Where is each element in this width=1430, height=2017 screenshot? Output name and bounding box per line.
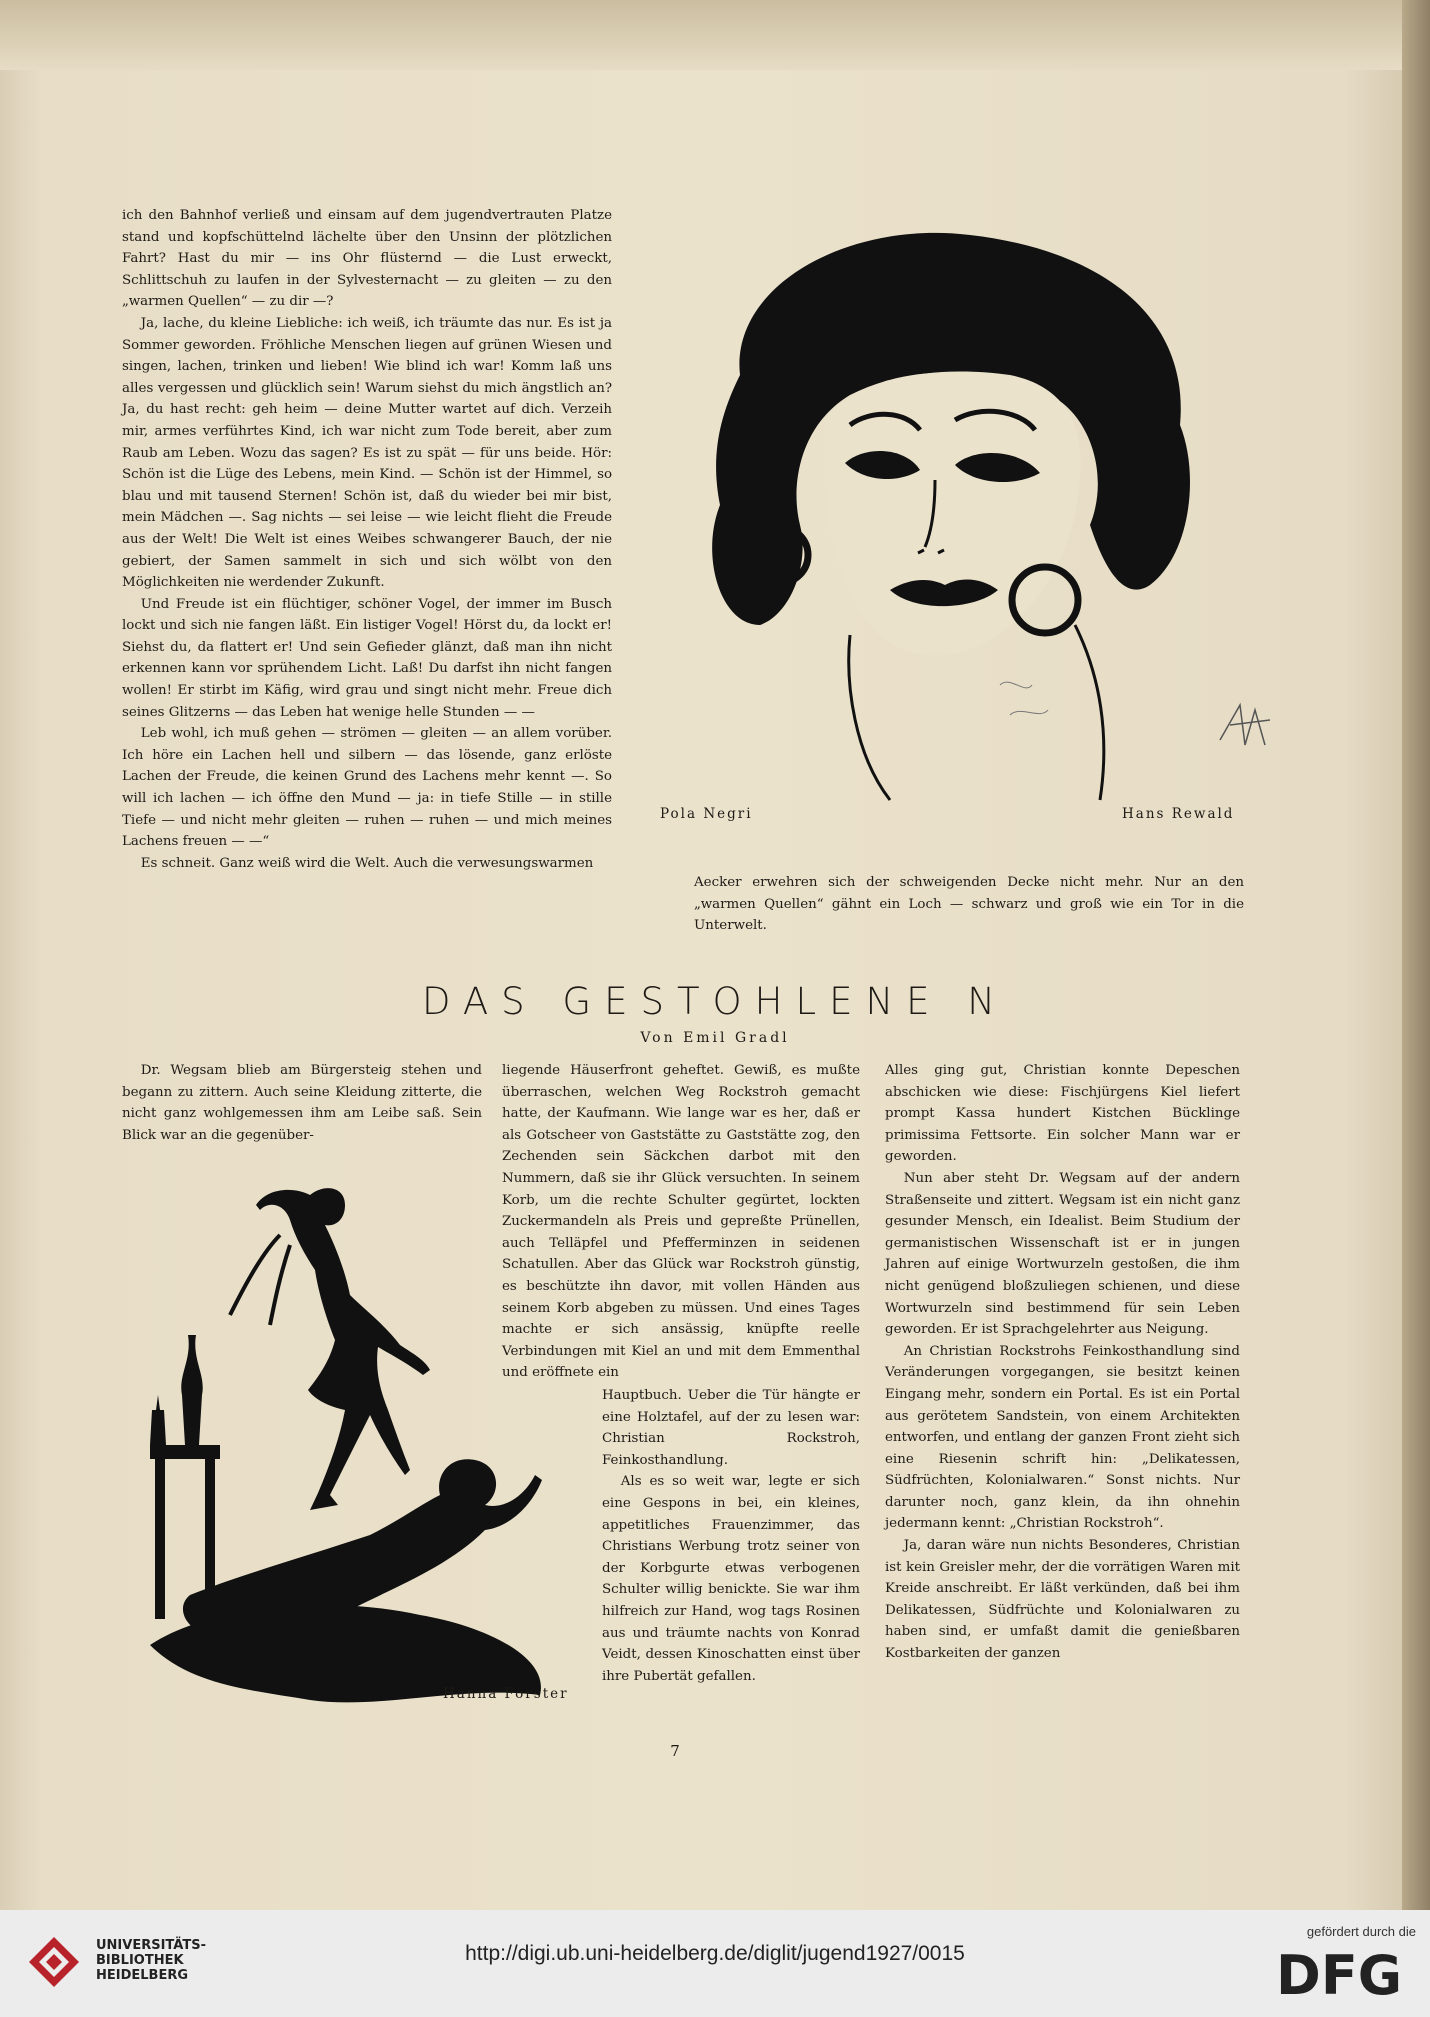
pencil-scribble (1000, 682, 1048, 715)
portrait-subject-caption: Pola Negri (660, 806, 753, 822)
funded-by-label: gefördert durch die (1306, 1924, 1416, 1939)
pola-negri-portrait-illustration (680, 225, 1270, 805)
paragraph: Ja, daran wäre nun nichts Besonderes, Christian ist kein Greisler mehr, der die vorrätigen Waren mit Kreide anschreibt. Er läßt verkünden, daß bei ihm Delikatessen, Südfrüchte und Kolonialwaren zu haben sind, er umfaßt damit die genießbaren Kostbarkeiten der ganzen (885, 1538, 1240, 1662)
top-story-right-column (694, 872, 1244, 937)
article-column-1 (122, 1060, 482, 1146)
paragraph: An Christian Rockstrohs Feinkosthandlung sind Veränderungen vorgegangen, sie besitzt keinen Eingang mehr, sondern ein Portal. Es ist ein Portal aus gerötetem Sandstein, von einem Architekten entworfen, und entlang der ganzen Front zieht sich eine Riesenin schrift hin: „Delikatessen, Südfrüchten, Kolonialwaren.“ Sonst nichts. Nur darunter noch, ganz klein, da ihn ohnehin jedermann kennt: „Christian Rockstroh“. (885, 1343, 1240, 1532)
top-story-left-column (122, 205, 612, 874)
dfg-logo-text: DFG (1276, 1946, 1403, 2000)
vase (181, 1335, 202, 1445)
page-number: 7 (670, 1742, 680, 1760)
article-byline: Von Emil Gradl (640, 1030, 790, 1046)
article-title: DAS GESTOHLENE N (422, 980, 1008, 1023)
artist-signature (1220, 705, 1270, 745)
paragraph: Und Freude ist ein flüchtiger, schöner Vogel, der immer im Busch lockt und sich nie fangen läßt. Ein listiger Vogel! Hörst du, da lockt er! Siehst du, da flattert er! Und sein Gefieder glänzt, daß man ihn nicht erkennen kann vor sprühendem Licht. Laß! Du darfst ihn nicht fangen wollen! Er stirbt im Käfig, wird grau und singt nicht mehr. Freue dich seines Glitzerns — das Leben hat wenige helle Stunden — — (122, 596, 612, 720)
silhouette-illustration (130, 1175, 560, 1715)
neck-line-right (1075, 625, 1104, 800)
paragraph: Leb wohl, ich muß gehen — strömen — gleiten — an allem vorüber. Ich höre ein Lachen hell und silbern — das lösende, ganz erlöste Lachen der Freude, die keinen Grund des Lachens mehr kennt —. So will ich lachen — ich öffne den Mund — ja: in tiefe Stille — in stille Tiefe — und nicht mehr gleiten — ruhen — ruhen — und mich meines Lachens freuen — —“ (122, 726, 612, 850)
side-table (150, 1445, 220, 1459)
face-shape (824, 371, 1080, 655)
library-name-line: UNIVERSITÄTS- (96, 1938, 206, 1953)
side-table-leg-left (155, 1459, 165, 1619)
candle (150, 1395, 166, 1445)
library-name-line: BIBLIOTHEK (96, 1953, 184, 1968)
article-column-3 (885, 1060, 1240, 1665)
paragraph: Hauptbuch. Ueber die Tür hängte er eine Holztafel, auf der zu lesen war: Christian Rockstroh, Feinkosthandlung. (602, 1388, 860, 1468)
library-name-line: HEIDELBERG (96, 1968, 189, 1983)
permalink-url[interactable]: http://digi.ub.uni-heidelberg.de/diglit/jugend1927/0015 (465, 1942, 965, 1965)
page-spine-edge (1402, 0, 1430, 1910)
paragraph: ich den Bahnhof verließ und einsam auf dem jugendvertrauten Platze stand und kopfschüttelnd lächelte über den Unsinn der plötzlichen Fahrt? Hast du mir — ins Ohr flüsternd — die Lust erweckt, Schlittschuh zu laufen in der Sylvesternacht — zu gleiten — zu den „warmen Quellen“ — zu dir —? (122, 208, 612, 310)
paragraph: Als es so weit war, legte er sich eine Gespons in bei, ein kleines, appetitliches Frauenzimmer, das Christians Werbung trotz seiner von der Korbgurte etwas verbogenen Schulter willig benickte. Sie war ihm hilfreich zur Hand, wog tags Rosinen aus und träumte nachts von Konrad Veidt, dessen Kinoschatten einst über ihre Pubertät gefallen. (602, 1474, 860, 1684)
paragraph: Ja, lache, du kleine Liebliche: ich weiß, ich träumte das nur. Es ist ja Sommer geworden. Fröhliche Menschen liegen auf grünen Wiesen und singen, lachen, trinken und lieben! Wie blind ich war! Komm laß uns alles vergessen und glücklich sein! Warum siehst du mich ängstlich an? Ja, du hast recht: geh heim — deine Mutter wartet auf dich. Verzeih mir, armes verführtes Kind, ich war nicht zum Tode bereit, aber zum Raub am Leben. Wozu das sagen? Es ist zu spät — für uns beide. Hör: Schön ist die Lüge des Lebens, mein Kind. — Schön ist der Himmel, so blau und mit tausend Sternen! Schön ist, daß du wieder bei mir bist, mein Mädchen —. Sag nichts — sei leise — wie leicht flieht die Freude aus der Welt! Die Welt ist eines Weibes schwangerer Bauch, der nie gebiert, der Samen sammelt in sich und sich wölbt von den Möglichkeiten nie werdender Zukunft. (122, 315, 612, 591)
paragraph: Es schneit. Ganz weiß wird die Welt. Auch die verwesungswarmen (140, 855, 594, 871)
page-top-edge (0, 0, 1430, 70)
paragraph: liegende Häuserfront geheftet. Gewiß, es mußte überraschen, welchen Weg Rockstroh gemacht hatte, der Kaufmann. Wie lange war es her, daß er als Gotscheer von Gaststätte zu Gaststätte zog, den Zechenden sein Säckchen darbot mit den Nummern, daß sie ihr Glück versuchten. In seinem Korb, um die rechte Schulter gegürtet, lockten Zuckermandeln als Preis und gepreßte Prünellen, auch Telläpfel und Pfefferminzen in seidenen Schatullen. Aber das Glück war Rockstroh günstig, es beschützte ihn davor, mit vollen Händen aus seinem Korb abgeben zu müssen. Und eines Tages machte er sich ansässig, knüpfte reelle Verbindungen mit Kiel an und mit dem Emmenthal und eröffnete ein (502, 1063, 860, 1381)
paragraph: Nun aber steht Dr. Wegsam auf der andern Straßenseite und zittert. Wegsam ist ein nicht ganz gesunder Mensch, ein Idealist. Beim Studium der germanistischen Wissenschaft ist er in jungen Jahren auf einige Wortwurzeln gestoßen, die ihm nicht genügend bloßzuliegen schienen, und diese Wortwurzeln sind bestimmend für sein Leben geworden. Er ist Sprachgelehrter aus Neigung. (885, 1170, 1240, 1338)
silhouette-artist-caption: Hanna Forster (443, 1686, 569, 1702)
dfg-logo-icon[interactable] (1276, 1946, 1416, 2000)
dancer-ribbon (230, 1235, 290, 1325)
neck-line-left (849, 635, 890, 800)
dancer-figure (256, 1188, 430, 1510)
portrait-artist-caption: Hans Rewald (1122, 806, 1235, 822)
paragraph: Alles ging gut, Christian konnte Depeschen abschicken wie diese: Fischjürgens Kiel liefert prompt Kassa hundert Kistchen Bücklinge primissima Fettsorte. Ein solcher Mann war er geworden. (885, 1063, 1240, 1165)
paragraph: Dr. Wegsam blieb am Bürgersteig stehen und begann zu zittern. Auch seine Kleidung zitterte, die nicht ganz wohlgemessen ihm am Leibe saß. Sein Blick war an die gegenüber- (122, 1063, 482, 1143)
article-column-2-continuation (602, 1385, 860, 1687)
paragraph: Aecker erwehren sich der schweigenden Decke nicht mehr. Nur an den „warmen Quellen“ gähnt ein Loch — schwarz und groß wie ein Tor in die Unterwelt. (694, 875, 1244, 934)
